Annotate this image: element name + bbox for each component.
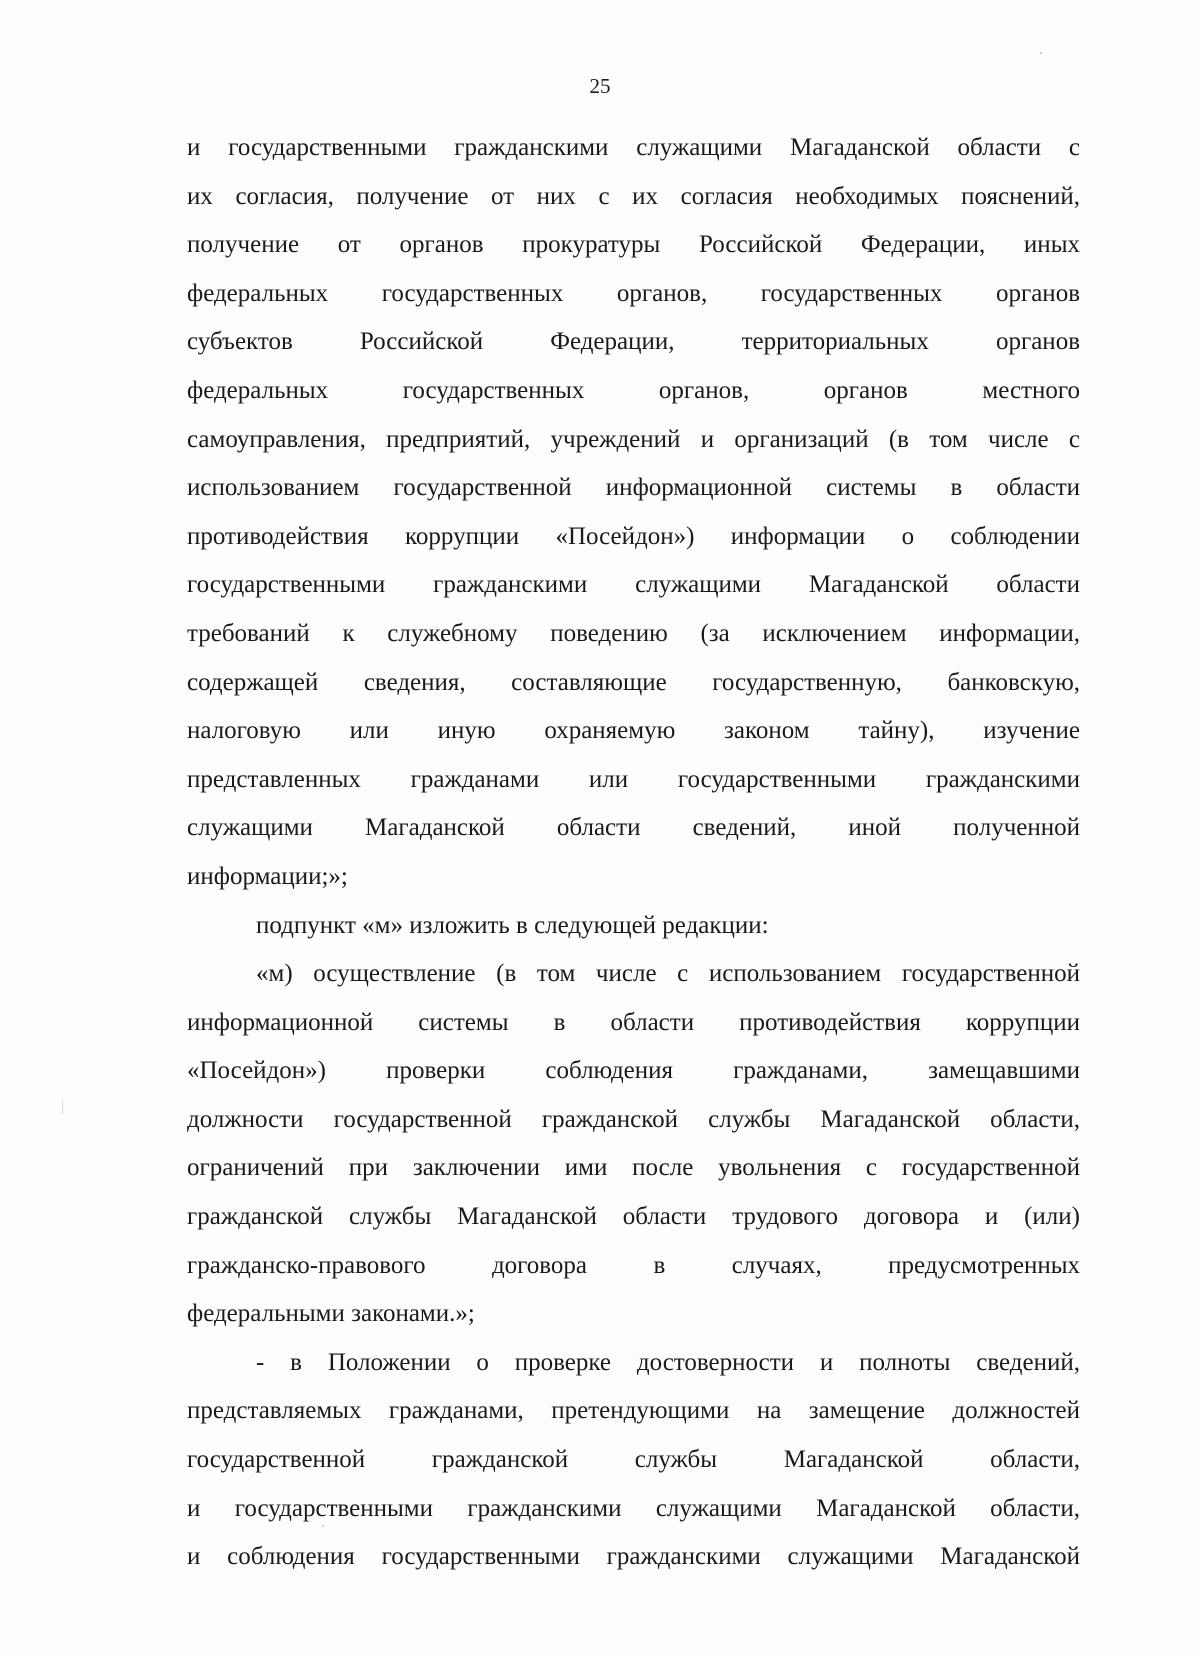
scan-speck — [1040, 52, 1042, 54]
text-line: федеральными законами.»; — [187, 1300, 475, 1328]
text-line: информации;»; — [187, 862, 348, 890]
text-line: - в Положении о проверке достоверности и полноты сведений, — [256, 1348, 1080, 1376]
text-line: государственной гражданской службы Магаданской области, — [187, 1446, 1080, 1474]
text-line: противодействия коррупции «Посейдон») информации о соблюдении — [187, 522, 1080, 550]
text-line: содержащей сведения, составляющие государственную, банковскую, — [187, 668, 1080, 696]
scan-speck — [322, 1525, 324, 1527]
text-line: гражданской службы Магаданской области трудового договора и (или) — [187, 1203, 1080, 1231]
text-line: гражданско-правового договора в случаях, предусмотренных — [187, 1251, 1080, 1279]
text-line: и соблюдения государственными гражданскими служащими Магаданской — [187, 1543, 1080, 1571]
text-line: представляемых гражданами, претендующими на замещение должностей — [187, 1397, 1080, 1425]
text-line: информационной системы в области противодействия коррупции — [187, 1008, 1080, 1036]
text-line: требований к служебному поведению (за исключением информации, — [187, 619, 1080, 647]
text-line: самоуправления, предприятий, учреждений и организаций (в том числе с — [187, 425, 1080, 453]
text-line: их согласия, получение от них с их согласия необходимых пояснений, — [187, 182, 1080, 210]
page-number: 25 — [589, 74, 611, 98]
text-line: «м) осуществление (в том числе с использованием государственной — [256, 960, 1080, 988]
text-line: представленных гражданами или государственными гражданскими — [187, 765, 1080, 793]
body-text — [187, 124, 1080, 1582]
text-line: использованием государственной информационной системы в области — [187, 474, 1080, 502]
text-line: субъектов Российской Федерации, территориальных органов — [187, 328, 1080, 356]
text-line: служащими Магаданской области сведений, иной полученной — [187, 814, 1080, 842]
text-line: государственными гражданскими служащими Магаданской области — [187, 571, 1080, 599]
text-line: получение от органов прокуратуры Российской Федерации, иных — [187, 231, 1080, 259]
text-line: федеральных государственных органов, органов местного — [187, 376, 1080, 404]
scan-speck — [62, 1100, 63, 1114]
text-line: «Посейдон») проверки соблюдения гражданами, замещавшими — [187, 1057, 1080, 1085]
text-line: должности государственной гражданской службы Магаданской области, — [187, 1105, 1080, 1133]
text-line: и государственными гражданскими служащими Магаданской области с — [187, 134, 1080, 161]
text-line: федеральных государственных органов, государственных органов — [187, 279, 1080, 307]
text-line: подпункт «м» изложить в следующей редакции: — [256, 911, 769, 939]
text-line: и государственными гражданскими служащими Магаданской области, — [187, 1494, 1080, 1522]
text-line: налоговую или иную охраняемую законом тайну), изучение — [187, 717, 1080, 745]
text-line: ограничений при заключении ими после увольнения с государственной — [187, 1154, 1080, 1182]
